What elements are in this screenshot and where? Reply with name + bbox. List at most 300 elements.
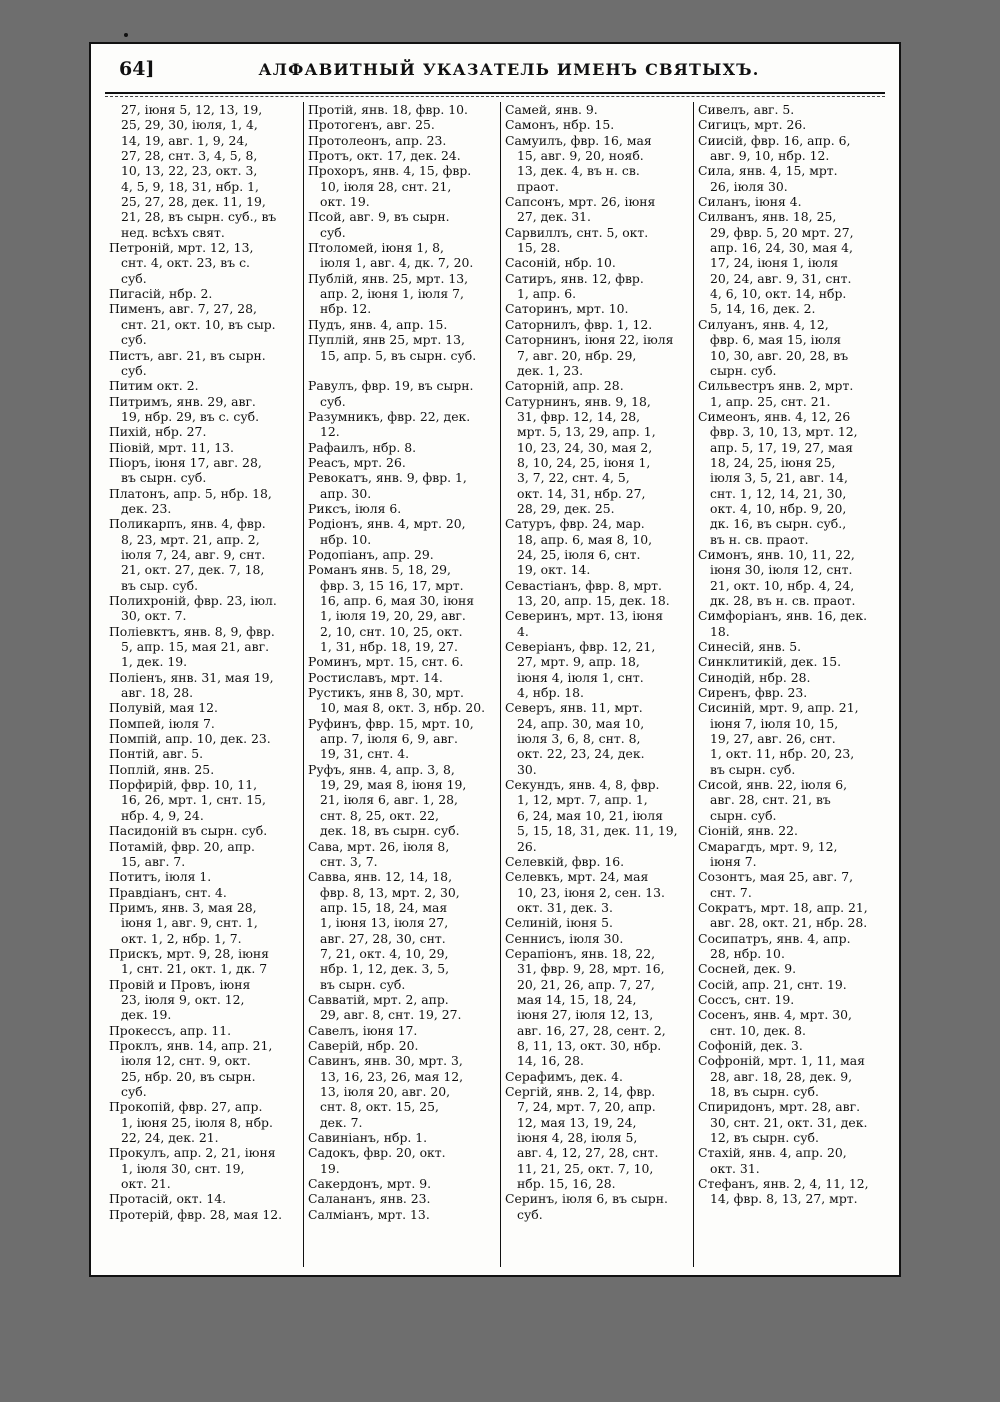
index-column-1: [105, 102, 304, 1267]
index-line: окт. 4, 10, нбр. 9, 20,: [710, 500, 847, 516]
index-line: [308, 363, 496, 378]
index-line: нбр. 15, 16, 28.: [517, 1176, 616, 1192]
index-line: суб.: [320, 224, 346, 240]
index-line: 19, 31, снт. 4.: [320, 746, 410, 762]
index-line: 16, апр. 6, мая 30, іюня: [320, 593, 475, 608]
index-line: Рустикъ, янв 8, 30, мрт.: [308, 685, 464, 701]
index-line: Сивелъ, авг. 5.: [698, 102, 795, 117]
header-rule-dashed: [105, 96, 885, 97]
index-line: снт. 7.: [710, 884, 752, 900]
index-line: суб.: [121, 270, 147, 286]
index-line: 15, 28.: [517, 240, 561, 256]
index-line: 21, іюля 6, авг. 1, 28,: [320, 792, 458, 808]
index-line: авг. 18, 28.: [121, 685, 194, 701]
index-line: снт. 3, 7.: [320, 853, 378, 869]
index-line: 1, окт. 11, нбр. 20, 23,: [710, 746, 855, 762]
index-line: 22, 24, дек. 21.: [121, 1130, 219, 1146]
index-line: 10, іюля 28, снт. 21,: [320, 178, 452, 194]
index-line: Садокъ, фвр. 20, окт.: [308, 1145, 446, 1161]
book-page: [89, 42, 901, 1277]
index-line: дек. 1, 23.: [517, 362, 584, 378]
index-line: Самей, янв. 9.: [505, 102, 598, 117]
index-line: 12.: [320, 424, 340, 440]
index-line: Сильвестръ янв. 2, мрт.: [698, 378, 854, 394]
index-line: 19.: [320, 1160, 340, 1176]
index-line: Сосій, апр. 21, снт. 19.: [698, 976, 847, 992]
page-title: АЛФАВИТНЫЙ УКАЗАТЕЛЬ ИМЕНЪ СВЯТЫХЪ.: [258, 60, 760, 79]
index-line: Савватій, мрт. 2, апр.: [308, 991, 449, 1007]
index-column-3: [501, 102, 694, 1267]
index-line: Платонъ, апр. 5, нбр. 18,: [109, 485, 272, 501]
index-line: 4.: [517, 623, 529, 639]
index-line: іюня 30, іюля 12, снт.: [710, 562, 853, 578]
index-line: окт. 14, 31, нбр. 27,: [517, 485, 646, 501]
index-line: въ сырн. суб.: [121, 470, 207, 486]
index-line: суб.: [121, 332, 147, 348]
index-line: 30.: [517, 761, 537, 777]
index-line: 14, 16, 28.: [517, 1053, 584, 1069]
index-line: 25, 29, 30, іюля, 1, 4,: [121, 117, 258, 133]
index-line: Поліенъ, янв. 31, мая 19,: [109, 669, 274, 685]
index-line: іюня 7, іюля 10, 15,: [710, 715, 839, 731]
index-line: апр. 2, іюня 1, іюля 7,: [320, 286, 464, 302]
index-line: Протъ, окт. 17, дек. 24.: [308, 148, 461, 164]
index-line: Питримъ, янв. 29, авг.: [109, 393, 256, 409]
index-line: окт. 22, 23, 24, дек.: [517, 746, 645, 762]
index-line: дек. 19.: [121, 1007, 172, 1023]
index-line: Серинъ, іюля 6, въ сырн.: [505, 1191, 668, 1207]
index-line: Родіонъ, янв. 4, мрт. 20,: [308, 516, 466, 532]
index-line: Савинъ, янв. 30, мрт. 3,: [308, 1053, 463, 1069]
index-line: Спиридонъ, мрт. 28, авг.: [698, 1099, 861, 1115]
index-line: апр. 30.: [320, 485, 372, 501]
index-line: Сигицъ, мрт. 26.: [698, 117, 807, 133]
index-line: Селевкъ, мрт. 24, мая: [505, 869, 649, 885]
index-line: суб.: [517, 1206, 543, 1222]
margin-dot: [124, 33, 128, 37]
index-line: нбр. 10.: [320, 531, 372, 547]
index-line: 1, іюля 30, снт. 19,: [121, 1160, 245, 1176]
index-column-2: [304, 102, 501, 1267]
index-line: 31, фвр. 12, 14, 28,: [517, 408, 641, 424]
index-line: окт. 19.: [320, 194, 370, 210]
index-line: Псой, авг. 9, въ сырн.: [308, 209, 450, 225]
index-line: дк. 16, въ сырн. суб.,: [710, 516, 847, 532]
index-line: іюля 3, 5, 21, авг. 14,: [710, 470, 848, 486]
index-line: 1, іюля 19, 20, 29, авг.: [320, 608, 466, 624]
index-line: 23, іюля 9, окт. 12,: [121, 991, 245, 1007]
index-line: нед. всѣхъ свят.: [121, 224, 225, 240]
index-line: Примъ, янв. 3, мая 28,: [109, 899, 257, 915]
index-line: Синодій, нбр. 28.: [698, 669, 811, 685]
index-line: Созонтъ, мая 25, авг. 7,: [698, 869, 854, 885]
index-line: іюля 12, снт. 9, окт.: [121, 1053, 251, 1069]
index-line: 7, авг. 20, нбр. 29,: [517, 347, 637, 363]
index-line: 10, 13, 22, 23, окт. 3,: [121, 163, 258, 179]
index-line: фвр. 8, 13, мрт. 2, 30,: [320, 884, 460, 900]
index-line: Симфоріанъ, янв. 16, дек.: [698, 608, 868, 624]
index-line: 30, снт. 21, окт. 31, дек.: [710, 1114, 868, 1130]
index-line: 21, окт. 27, дек. 7, 18,: [121, 562, 265, 578]
index-line: 25, нбр. 20, въ сырн.: [121, 1068, 256, 1084]
index-line: 5, 14, 16, дек. 2.: [710, 301, 816, 317]
index-line: 26.: [517, 838, 537, 854]
index-line: 5, 15, 18, 31, дек. 11, 19,: [517, 823, 678, 839]
index-line: фвр. 6, мая 15, іюля: [710, 332, 842, 348]
index-line: въ сыр. суб.: [121, 577, 199, 593]
index-line: Сіоній, янв. 22.: [698, 823, 798, 839]
index-line: 15, апр. 5, въ сырн. суб.: [320, 347, 477, 363]
index-line: Сосней, дек. 9.: [698, 961, 797, 977]
index-line: окт. 31, дек. 3.: [517, 899, 613, 915]
index-line: Синклитикій, дек. 15.: [698, 654, 842, 670]
index-line: Савва, янв. 12, 14, 18,: [308, 869, 453, 885]
index-line: Понтій, авг. 5.: [109, 746, 204, 762]
index-line: Піовій, мрт. 11, 13.: [109, 439, 234, 455]
index-line: 12, въ сырн. суб.: [710, 1130, 819, 1146]
index-line: 14, фвр. 8, 13, 27, мрт.: [710, 1191, 858, 1207]
index-line: 8, 23, мрт. 21, апр. 2,: [121, 531, 260, 547]
index-line: 29, фвр. 5, 20 мрт. 27,: [710, 224, 854, 240]
index-line: 29, авг. 8, снт. 19, 27.: [320, 1007, 462, 1023]
index-line: Прокопій, фвр. 27, апр.: [109, 1099, 263, 1115]
index-line: Родопіанъ, апр. 29.: [308, 546, 434, 562]
header-rule: [105, 92, 885, 94]
index-line: 20, 24, авг. 9, 31, снт.: [710, 270, 852, 286]
index-line: Рафаилъ, нбр. 8.: [308, 439, 417, 455]
index-line: Сарвиллъ, снт. 5, окт.: [505, 224, 649, 240]
index-line: Салананъ, янв. 23.: [308, 1191, 431, 1207]
index-line: 31, фвр. 9, 28, мрт. 16,: [517, 961, 665, 977]
index-line: 1, снт. 21, окт. 1, дк. 7: [121, 961, 268, 977]
index-line: суб.: [121, 1084, 147, 1099]
index-line: Романъ янв. 5, 18, 29,: [308, 562, 451, 578]
index-line: Софроній, мрт. 1, 11, мая: [698, 1053, 865, 1069]
index-line: Пихій, нбр. 27.: [109, 424, 207, 440]
index-line: 27, 28, снт. 3, 4, 5, 8,: [121, 148, 258, 164]
index-line: 3, 7, 22, снт. 4, 5,: [517, 470, 630, 486]
index-line: Саверій, нбр. 20.: [308, 1037, 419, 1053]
index-line: апр. 7, іюля 6, 9, авг.: [320, 731, 458, 747]
index-line: Пистъ, авг. 21, въ сырн.: [109, 347, 266, 363]
index-line: 11, 21, 25, окт. 7, 10,: [517, 1160, 654, 1176]
index-line: 25, 27, 28, дек. 11, 19,: [121, 194, 266, 210]
index-line: Северъ, янв. 11, мрт.: [505, 700, 643, 716]
index-line: Сатуръ, фвр. 24, мар.: [505, 516, 645, 532]
index-line: снт. 8, окт. 15, 25,: [320, 1099, 439, 1115]
index-line: мая 14, 15, 18, 24,: [517, 991, 637, 1007]
index-line: Северинъ, мрт. 13, іюня: [505, 608, 664, 624]
index-column-4: [694, 102, 889, 1267]
index-line: окт. 21.: [121, 1176, 171, 1192]
index-line: дек. 18, въ сырн. суб.: [320, 823, 460, 839]
index-line: снт. 8, 25, окт. 22,: [320, 807, 439, 823]
index-line: Полувій, мая 12.: [109, 700, 218, 716]
index-line: 24, апр. 30, мая 10,: [517, 715, 645, 731]
index-line: въ сырн. суб.: [710, 761, 796, 777]
index-line: Ростиславъ, мрт. 14.: [308, 669, 443, 685]
index-line: Селиній, іюня 5.: [505, 915, 613, 931]
index-line: Серапіонъ, янв. 18, 22,: [505, 945, 656, 961]
index-line: Протолеонъ, апр. 23.: [308, 132, 447, 148]
index-line: Симеонъ, янв. 4, 12, 26: [698, 408, 851, 424]
index-line: Стефанъ, янв. 2, 4, 11, 12,: [698, 1176, 869, 1192]
index-line: Провій и Провъ, іюня: [109, 976, 251, 992]
index-line: Серафимъ, дек. 4.: [505, 1068, 623, 1084]
index-line: 1, апр. 25, снт. 21.: [710, 393, 831, 409]
index-line: Руфъ, янв. 4, апр. 3, 8,: [308, 761, 455, 777]
index-line: Помпій, апр. 10, дек. 23.: [109, 731, 271, 747]
index-line: апр. 16, 24, 30, мая 4,: [710, 240, 853, 256]
index-line: 27, мрт. 9, апр. 18,: [517, 654, 640, 670]
index-line: Протогенъ, авг. 25.: [308, 117, 435, 133]
index-line: Пигасій, нбр. 2.: [109, 286, 213, 302]
index-line: 14, 19, авг. 1, 9, 24,: [121, 132, 249, 148]
index-line: Протій, янв. 18, фвр. 10.: [308, 102, 468, 117]
index-line: фвр. 3, 15 16, 17, мрт.: [320, 577, 464, 593]
index-line: Руфинъ, фвр. 15, мрт. 10,: [308, 715, 474, 731]
index-columns: [105, 102, 889, 1267]
index-line: 1, апр. 6.: [517, 286, 577, 302]
index-line: авг. 16, 27, 28, сент. 2,: [517, 1022, 666, 1038]
index-line: 8, 10, 24, 25, іюня 1,: [517, 454, 651, 470]
index-line: 28, авг. 18, 28, дек. 9,: [710, 1068, 853, 1084]
index-line: Поліевктъ, янв. 8, 9, фвр.: [109, 623, 275, 639]
index-line: 15, авг. 9, 20, нояб.: [517, 148, 644, 164]
index-line: Порфирій, фвр. 10, 11,: [109, 777, 258, 793]
index-line: снт. 1, 12, 14, 21, 30,: [710, 485, 847, 501]
index-line: нбр. 4, 9, 24.: [121, 807, 204, 823]
index-line: мрт. 5, 13, 29, апр. 1,: [517, 424, 656, 440]
index-line: 26, іюля 30.: [710, 178, 788, 194]
index-line: 18, 24, 25, іюня 25,: [710, 454, 836, 470]
index-line: Питим окт. 2.: [109, 378, 199, 394]
index-line: Сатиръ, янв. 12, фвр.: [505, 270, 644, 286]
index-line: 13, 16, 23, 26, мая 12,: [320, 1068, 464, 1084]
index-line: дек. 7.: [320, 1114, 363, 1130]
index-line: іюня 4, іюля 1, снт.: [517, 669, 644, 685]
index-line: Софоній, дек. 3.: [698, 1037, 803, 1053]
index-line: 4, 6, 10, окт. 14, нбр.: [710, 286, 847, 302]
index-line: Синесій, янв. 5.: [698, 639, 802, 655]
index-line: Силуанъ, янв. 4, 12,: [698, 316, 829, 332]
index-line: 28, 29, дек. 25.: [517, 500, 615, 516]
index-line: 6, 24, мая 10, 21, іюля: [517, 807, 663, 823]
index-line: Пименъ, авг. 7, 27, 28,: [109, 301, 257, 317]
index-line: 13, 20, апр. 15, дек. 18.: [517, 593, 670, 608]
index-line: суб.: [320, 393, 346, 409]
index-line: Ревокатъ, янв. 9, фвр. 1,: [308, 470, 467, 486]
index-line: Сила, янв. 4, 15, мрт.: [698, 163, 838, 179]
index-line: Сеннисъ, іюля 30.: [505, 930, 624, 946]
index-line: 10, мая 8, окт. 3, нбр. 20.: [320, 700, 486, 716]
index-line: Піоръ, іюня 17, авг. 28,: [109, 454, 262, 470]
index-line: Равулъ, фвр. 19, въ сырн.: [308, 378, 474, 394]
index-line: Сократъ, мрт. 18, апр. 21,: [698, 899, 868, 915]
page-header: [119, 58, 879, 88]
index-line: праот.: [517, 178, 559, 194]
index-line: Сосенъ, янв. 4, мрт. 30,: [698, 1007, 852, 1023]
index-line: Петроній, мрт. 12, 13,: [109, 240, 254, 256]
index-line: Протерій, фвр. 28, мая 12.: [109, 1206, 283, 1222]
index-line: Секундъ, янв. 4, 8, фвр.: [505, 777, 660, 793]
index-line: 7, 24, мрт. 7, 20, апр.: [517, 1099, 656, 1115]
index-line: апр. 15, 18, 24, мая: [320, 899, 448, 915]
index-line: фвр. 3, 10, 13, мрт. 12,: [710, 424, 858, 440]
index-line: 1, 31, нбр. 18, 19, 27.: [320, 639, 458, 655]
index-line: 10, 30, авг. 20, 28, въ: [710, 347, 849, 363]
index-line: Поплій, янв. 25.: [109, 761, 215, 777]
index-line: дк. 28, въ н. св. праот.: [710, 593, 856, 608]
index-line: нбр. 1, 12, дек. 3, 5,: [320, 961, 450, 977]
index-line: 27, іюня 5, 12, 13, 19,: [121, 102, 263, 117]
index-line: Потитъ, іюля 1.: [109, 869, 212, 885]
index-line: 16, 26, мрт. 1, снт. 15,: [121, 792, 266, 808]
index-line: Савиніанъ, нбр. 1.: [308, 1130, 428, 1146]
index-line: авг. 27, 28, 30, снт.: [320, 930, 446, 946]
index-line: авг. 28, снт. 21, въ: [710, 792, 831, 808]
index-line: дек. 23.: [121, 500, 172, 516]
index-line: Роминъ, мрт. 15, снт. 6.: [308, 654, 464, 670]
index-line: 24, 25, іюля 6, снт.: [517, 546, 641, 562]
index-line: Птоломей, іюня 1, 8,: [308, 240, 444, 256]
index-line: 1, 12, мрт. 7, апр. 1,: [517, 792, 648, 808]
index-line: іюня 7.: [710, 853, 757, 869]
index-line: Соссъ, снт. 19.: [698, 991, 795, 1007]
index-line: Сасоній, нбр. 10.: [505, 255, 616, 271]
index-line: Саторинъ, мрт. 10.: [505, 301, 629, 317]
index-line: Полихроній, фвр. 23, іюл.: [109, 593, 277, 608]
index-line: Протасій, окт. 14.: [109, 1191, 227, 1207]
index-line: нбр. 12.: [320, 301, 372, 317]
index-line: Потамій, фвр. 20, апр.: [109, 838, 255, 854]
index-line: іюля 1, авг. 4, дк. 7, 20.: [320, 255, 474, 271]
index-line: Салміанъ, мрт. 13.: [308, 1206, 430, 1222]
index-line: Саторній, апр. 28.: [505, 378, 624, 394]
index-line: 13, дек. 4, въ н. св.: [517, 163, 640, 179]
index-line: Сисиній, мрт. 9, апр. 21,: [698, 700, 859, 716]
index-line: Прокулъ, апр. 2, 21, іюня: [109, 1145, 276, 1161]
index-line: Силанъ, іюня 4.: [698, 194, 802, 210]
index-line: Помпей, іюля 7.: [109, 715, 215, 731]
index-line: 10, 23, 24, 30, мая 2,: [517, 439, 653, 455]
index-line: Симонъ, янв. 10, 11, 22,: [698, 546, 855, 562]
index-line: 15, авг. 7.: [121, 853, 186, 869]
index-line: 19, 29, мая 8, іюня 19,: [320, 777, 467, 793]
index-line: Правдіанъ, снт. 4.: [109, 884, 227, 900]
index-line: снт. 4, окт. 23, въ с.: [121, 255, 250, 271]
index-line: 1, дек. 19.: [121, 654, 188, 670]
index-line: 2, 10, снт. 10, 25, окт.: [320, 623, 463, 639]
index-line: 12, мая 13, 19, 24,: [517, 1114, 637, 1130]
index-line: суб.: [121, 362, 147, 378]
index-line: Стахій, янв. 4, апр. 20,: [698, 1145, 847, 1161]
index-line: 10, 23, іюня 2, сен. 13.: [517, 884, 665, 900]
index-line: Савелъ, іюня 17.: [308, 1022, 418, 1038]
index-line: 27, дек. 31.: [517, 209, 591, 225]
index-line: Сисой, янв. 22, іюля 6,: [698, 777, 848, 793]
index-line: Сапсонъ, мрт. 26, іюня: [505, 194, 656, 210]
index-line: Прискъ, мрт. 9, 28, іюня: [109, 945, 269, 961]
index-line: 4, 5, 9, 18, 31, нбр. 1,: [121, 178, 259, 194]
index-line: Публій, янв. 25, мрт. 13,: [308, 270, 469, 286]
index-line: 13, іюля 20, авг. 20,: [320, 1084, 451, 1099]
index-line: Проклъ, янв. 14, апр. 21,: [109, 1037, 273, 1053]
index-line: Самонъ, нбр. 15.: [505, 117, 615, 133]
index-line: 5, апр. 15, мая 21, авг.: [121, 639, 270, 655]
index-line: окт. 1, 2, нбр. 1, 7.: [121, 930, 242, 946]
index-line: Самуилъ, фвр. 16, мая: [505, 132, 652, 148]
index-line: Риксъ, іюля 6.: [308, 500, 402, 516]
index-line: 1, іюня 25, іюля 8, нбр.: [121, 1114, 273, 1130]
index-line: окт. 31.: [710, 1160, 760, 1176]
index-line: сырн. суб.: [710, 362, 777, 378]
index-line: Прохоръ, янв. 4, 15, фвр.: [308, 163, 472, 179]
index-line: Сиренъ, фвр. 23.: [698, 685, 808, 701]
index-line: 28, нбр. 10.: [710, 945, 785, 961]
index-line: 17, 24, іюня 1, іюля: [710, 255, 839, 271]
index-line: сырн. суб.: [710, 807, 777, 823]
index-line: 1, іюня 13, іюля 27,: [320, 915, 449, 931]
index-line: Севастіанъ, фвр. 8, мрт.: [505, 577, 662, 593]
index-line: іюля 3, 6, 8, снт. 8,: [517, 731, 641, 747]
index-line: 7, 21, окт. 4, 10, 29,: [320, 945, 449, 961]
index-line: 21, 28, въ сырн. суб., въ: [121, 209, 277, 225]
index-line: 19, окт. 14.: [517, 562, 591, 578]
index-line: апр. 5, 17, 19, 27, мая: [710, 439, 853, 455]
index-line: 18, въ сырн. суб.: [710, 1084, 819, 1099]
index-line: 21, окт. 10, нбр. 4, 24,: [710, 577, 855, 593]
page-number: 64]: [119, 58, 155, 80]
index-line: Сергій, янв. 2, 14, фвр.: [505, 1084, 656, 1099]
index-line: Силванъ, янв. 18, 25,: [698, 209, 837, 225]
index-line: Северіанъ, фвр. 12, 21,: [505, 639, 656, 655]
index-line: 30, окт. 7.: [121, 608, 187, 624]
index-line: снт. 10, дек. 8.: [710, 1022, 806, 1038]
index-line: Сатурнинъ, янв. 9, 18,: [505, 393, 651, 409]
index-line: Пасидоній въ сырн. суб.: [109, 823, 268, 839]
index-line: іюля 7, 24, авг. 9, снт.: [121, 546, 266, 562]
index-line: 19, нбр. 29, въ с. суб.: [121, 408, 260, 424]
index-line: въ н. св. праот.: [710, 531, 809, 547]
index-line: іюня 1, авг. 9, снт. 1,: [121, 915, 258, 931]
index-line: Сакердонъ, мрт. 9.: [308, 1176, 432, 1192]
index-line: іюня 27, іюля 12, 13,: [517, 1007, 654, 1023]
index-line: Пуплій, янв 25, мрт. 13,: [308, 332, 465, 348]
index-line: 19, 27, авг. 26, снт.: [710, 731, 836, 747]
index-line: 8, 11, 13, окт. 30, нбр.: [517, 1037, 662, 1053]
index-line: Реасъ, мрт. 26.: [308, 454, 406, 470]
index-line: Сиисій, фвр. 16, апр. 6,: [698, 132, 851, 148]
index-line: Сава, мрт. 26, іюля 8,: [308, 838, 450, 854]
index-line: въ сырн. суб.: [320, 976, 406, 992]
index-line: Саторнилъ, фвр. 1, 12.: [505, 316, 653, 332]
index-line: Пудъ, янв. 4, апр. 15.: [308, 316, 448, 332]
index-line: авг. 4, 12, 27, 28, снт.: [517, 1145, 659, 1161]
index-line: Селевкій, фвр. 16.: [505, 853, 625, 869]
index-line: Смарагдъ, мрт. 9, 12,: [698, 838, 838, 854]
index-line: 20, 21, 26, апр. 7, 27,: [517, 976, 655, 992]
index-line: 18.: [710, 623, 730, 639]
index-line: Сосипатръ, янв. 4, апр.: [698, 930, 851, 946]
index-line: Поликарпъ, янв. 4, фвр.: [109, 516, 266, 532]
index-line: Прокессъ, апр. 11.: [109, 1022, 232, 1038]
index-line: Разумникъ, фвр. 22, дек.: [308, 408, 471, 424]
index-line: авг. 28, окт. 21, нбр. 28.: [710, 915, 868, 931]
index-line: 18, апр. 6, мая 8, 10,: [517, 531, 653, 547]
index-line: іюня 4, 28, іюля 5,: [517, 1130, 638, 1146]
index-line: Саторнинъ, іюня 22, іюля: [505, 332, 674, 348]
